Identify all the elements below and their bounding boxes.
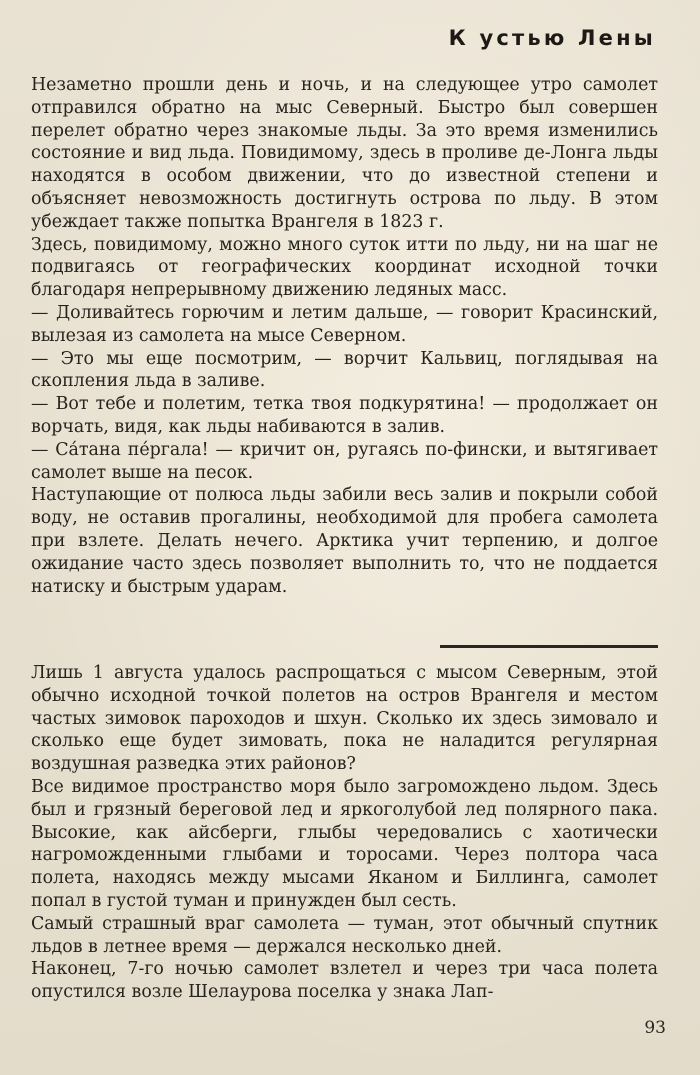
paragraph: Незаметно прошли день и ночь, и на следующее утро самолет отправился обратно на мыс Северный. Быстро был совершен перелет обратно через знакомые льды. За это время изменились состояние и вид льда. Повидимому, здесь в проливе де-Лонга льды находятся в особом движении, что до известной степени и объясняет невозможность достигнуть острова по льду. В этом убеждает также попытка Врангеля в 1823 г. <box>31 75 658 232</box>
page-number: 93 <box>644 1018 666 1038</box>
paragraph: Наступающие от полюса льды забили весь залив и покрыли собой воду, не оставив прогалины, необходимой для пробега самолета при взлете. Делать нечего. Арктика учит терпению, и долгое ожидание часто здесь позволяет выполнить то, что не поддается натиску и быстрым ударам. <box>31 485 658 597</box>
paragraph: Лишь 1 августа удалось распрощаться с мысом Северным, этой обычно исходной точкой полетов на остров Врангеля и местом частых зимовок пароходов и шхун. Сколько их здесь зимовало и сколько еще будет зимовать, пока не наладится регулярная воздушная разведка этих районов? <box>31 663 658 775</box>
paragraph: — Доливайтесь горючим и летим дальше, — говорит Красинский, вылезая из самолета на мысе Северном. <box>31 302 658 346</box>
text-section-1 <box>31 74 658 598</box>
paragraph: Наконец, 7-го ночью самолет взлетел и через три часа полета опустился возле Шелаурова поселка у знака Лап- <box>31 959 658 1003</box>
paragraph: Все видимое пространство моря было загромождено льдом. Здесь был и грязный береговой лед и яркоголубой лед полярного пака. Высокие, как айсберги, глыбы чередовались с хаотически нагроможденными глыбами и торосами. Через полтора часа полета, находясь между мысами Якaном и Биллинга, самолет попал в густой туман и принужден был сесть. <box>31 776 658 911</box>
paragraph: Здесь, повидимому, можно много суток итти по льду, ни на шаг не подвигаясь от географических координат исходной точки благодаря непрерывному движению ледяных масс. <box>31 234 658 301</box>
paragraph: — Это мы еще посмотрим, — ворчит Кальвиц, поглядывая на скопления льда в заливе. <box>31 348 658 392</box>
running-title: К устью Лены <box>448 26 656 50</box>
paragraph: — Сáтана пéргала! — кричит он, ругаясь по-фински, и вытягивает самолет выше на песок. <box>31 439 658 483</box>
paragraph: Самый страшный враг самолета — туман, этот обычный спутник льдов в летнее время — держался несколько дней. <box>31 913 658 957</box>
text-section-2 <box>31 662 658 1004</box>
section-divider <box>440 645 658 648</box>
paragraph: — Вот тебе и полетим, тетка твоя подкурятина! — продолжает он ворчать, видя, как льды набиваются в залив. <box>31 394 658 437</box>
